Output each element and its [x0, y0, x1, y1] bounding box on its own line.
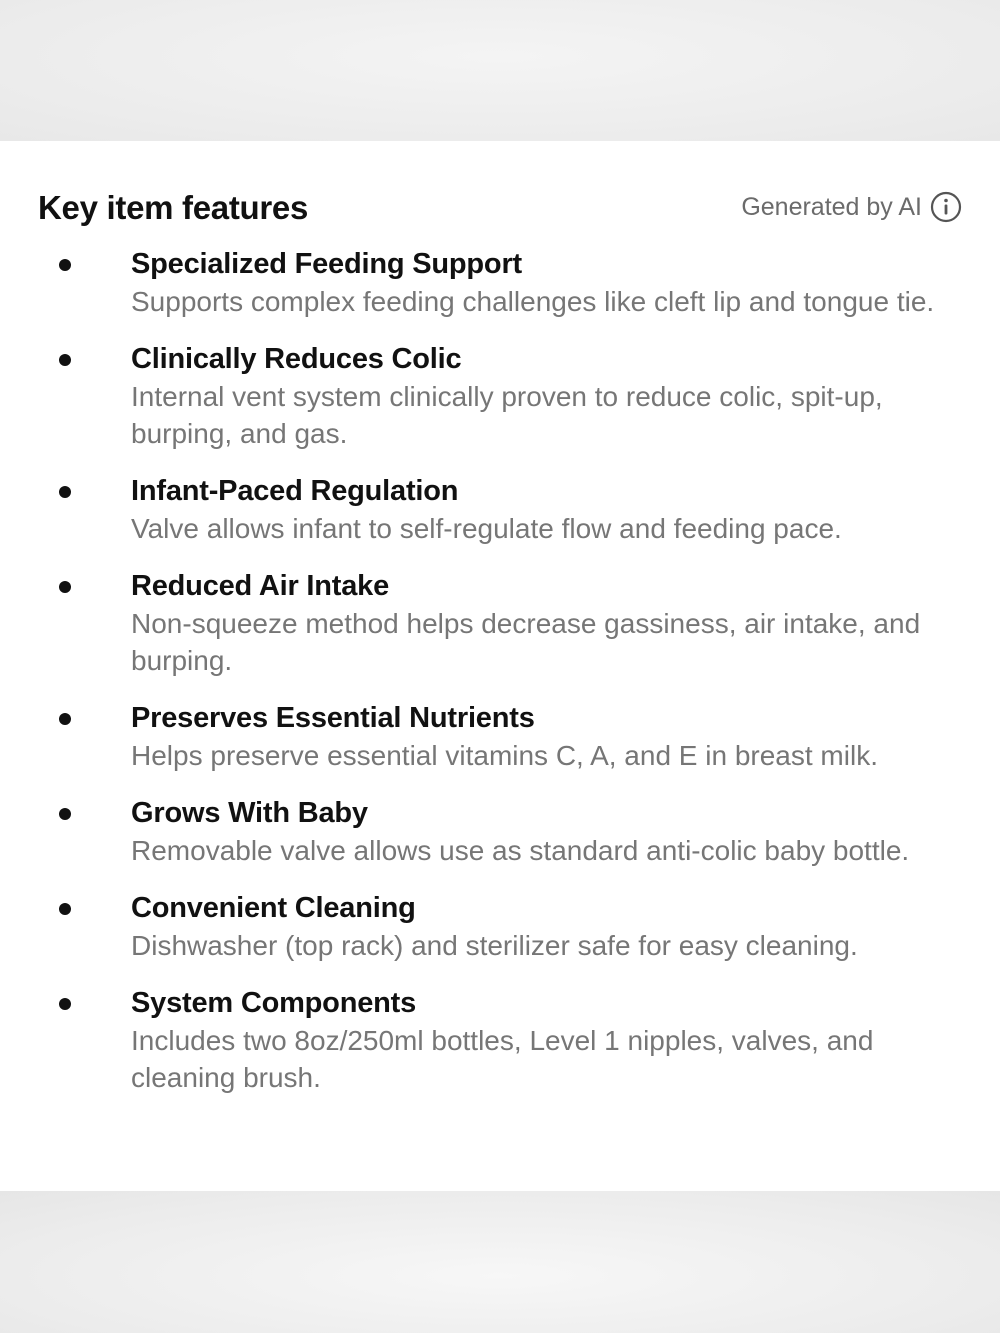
feature-item: [0, 699, 1000, 774]
background-top: [0, 0, 1000, 141]
bullet-icon: [59, 259, 71, 271]
feature-description: Supports complex feeding challenges like cleft lip and tongue tie.: [131, 286, 935, 317]
feature-description: Non-squeeze method helps decrease gassiness, air intake, and burping.: [131, 608, 921, 676]
bullet-icon: [59, 354, 71, 366]
feature-item: [0, 984, 1000, 1096]
feature-item: [0, 794, 1000, 869]
background-bottom: [0, 1191, 1000, 1333]
feature-title: Grows With Baby: [131, 797, 368, 829]
info-circle-icon[interactable]: [930, 191, 962, 223]
bullet-icon: [59, 486, 71, 498]
ai-generated-note: [741, 191, 962, 223]
key-features-card: [0, 141, 1000, 1191]
bullet-icon: [59, 998, 71, 1010]
bullet-icon: [59, 903, 71, 915]
feature-title: System Components: [131, 987, 417, 1019]
features-header: [38, 185, 962, 233]
feature-description: Internal vent system clinically proven to reduce colic, spit-up, burping, and gas.: [131, 381, 883, 449]
feature-item: [0, 889, 1000, 964]
feature-description: Valve allows infant to self-regulate flow and feeding pace.: [131, 513, 842, 544]
feature-description: Helps preserve essential vitamins C, A, and E in breast milk.: [131, 740, 878, 771]
bullet-icon: [59, 808, 71, 820]
feature-item: [0, 340, 1000, 452]
bullet-icon: [59, 581, 71, 593]
bullet-icon: [59, 713, 71, 725]
feature-item: [0, 245, 1000, 320]
feature-description: Includes two 8oz/250ml bottles, Level 1 nipples, valves, and cleaning brush.: [131, 1025, 874, 1093]
features-list: [0, 245, 1000, 1116]
feature-title: Infant-Paced Regulation: [131, 475, 459, 507]
section-title: Key item features: [38, 189, 309, 226]
feature-description: Removable valve allows use as standard anti-colic baby bottle.: [131, 835, 910, 866]
feature-title: Clinically Reduces Colic: [131, 343, 462, 375]
ai-generated-label: Generated by AI: [741, 192, 922, 221]
feature-item: [0, 567, 1000, 679]
feature-title: Reduced Air Intake: [131, 570, 390, 602]
feature-title: Specialized Feeding Support: [131, 248, 522, 280]
feature-title: Convenient Cleaning: [131, 892, 416, 924]
feature-title: Preserves Essential Nutrients: [131, 702, 535, 734]
feature-description: Dishwasher (top rack) and sterilizer safe for easy cleaning.: [131, 930, 858, 961]
feature-item: [0, 472, 1000, 547]
